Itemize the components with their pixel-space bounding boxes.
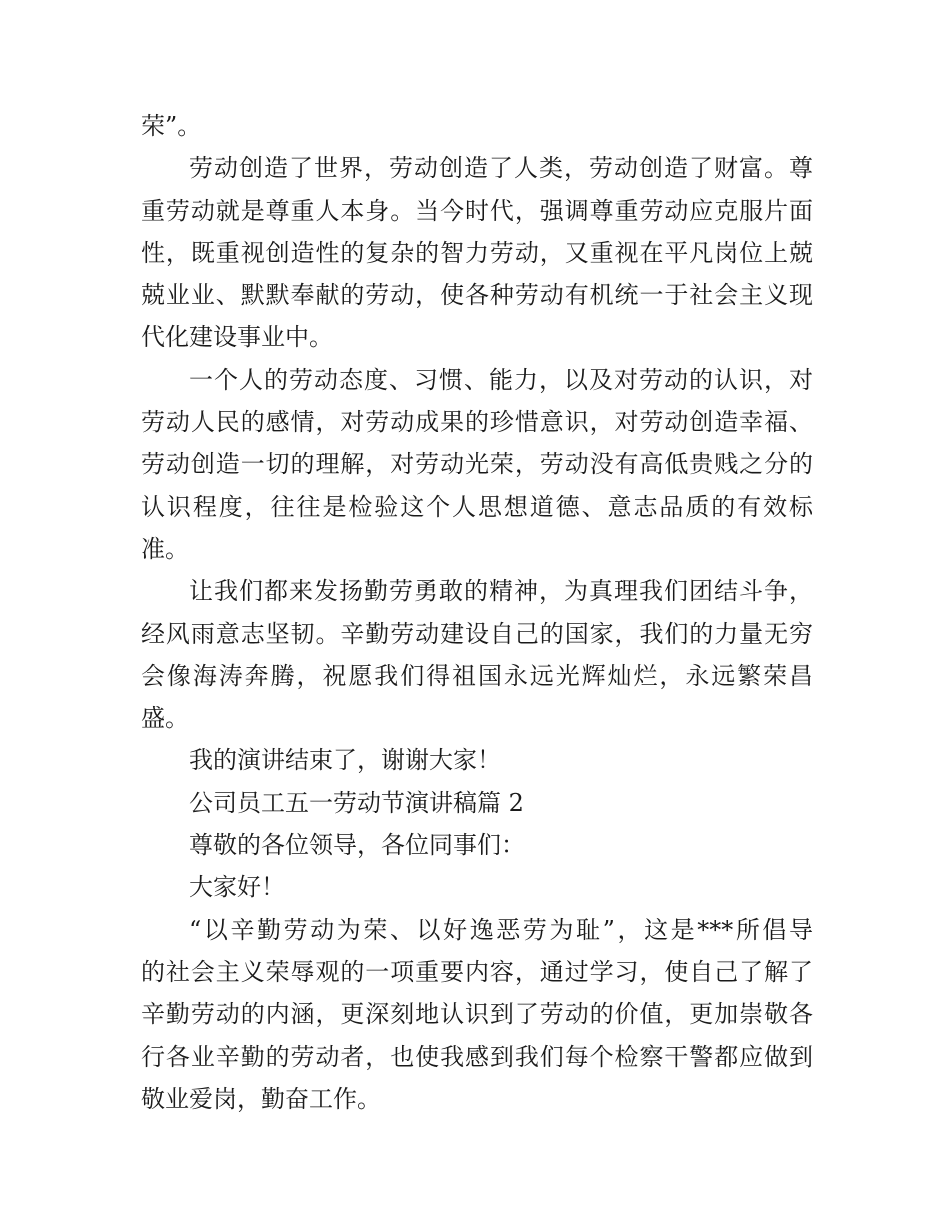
text-line: 兢业业、默默奉献的劳动，使各种劳动有机统一于社会主义现 — [141, 281, 813, 310]
text-line: “以辛勤劳动为荣、以好逸恶劳为耻”，这是***所倡导 — [189, 915, 813, 944]
text-line: 劳动创造一切的理解，对劳动光荣，劳动没有高低贵贱之分的 — [141, 450, 813, 479]
text-line: 敬业爱岗，勤奋工作。 — [141, 1084, 381, 1113]
text-line: 的社会主义荣辱观的一项重要内容，通过学习，使自己了解了 — [141, 957, 813, 986]
text-line: 经风雨意志坚韧。辛勤劳动建设自己的国家，我们的力量无穷 — [141, 619, 813, 648]
text-line: 辛勤劳动的内涵，更深刻地认识到了劳动的价值，更加崇敬各 — [141, 1000, 813, 1029]
text-line: 性，既重视创造性的复杂的智力劳动，又重视在平凡岗位上兢 — [141, 238, 813, 267]
text-line: 一个人的劳动态度、习惯、能力，以及对劳动的认识，对 — [189, 365, 813, 394]
text-line: 荣”。 — [141, 112, 202, 140]
text-line: 认识程度，往往是检验这个人思想道德、意志品质的有效标 — [141, 492, 813, 521]
greeting: 大家好！ — [189, 873, 285, 902]
section-heading: 公司员工五一劳动节演讲稿篇 2 — [189, 788, 524, 817]
text-line: 劳动创造了世界，劳动创造了人类，劳动创造了财富。尊 — [189, 154, 813, 183]
text-line: 重劳动就是尊重人本身。当今时代，强调尊重劳动应克服片面 — [141, 196, 813, 225]
text-line: 准。 — [141, 534, 189, 563]
text-line: 行各业辛勤的劳动者，也使我感到我们每个检察干警都应做到 — [141, 1042, 813, 1071]
text-line: 会像海涛奔腾，祝愿我们得祖国永远光辉灿烂，永远繁荣昌 — [141, 661, 813, 690]
text-line: 我的演讲结束了，谢谢大家！ — [189, 746, 501, 775]
text-line: 让我们都来发扬勤劳勇敢的精神，为真理我们团结斗争， — [189, 577, 813, 606]
text-line: 盛。 — [141, 704, 189, 733]
text-line: 代化建设事业中。 — [141, 323, 333, 352]
text-line: 劳动人民的感情，对劳动成果的珍惜意识，对劳动创造幸福、 — [141, 408, 813, 437]
salutation: 尊敬的各位领导，各位同事们： — [189, 831, 525, 860]
document-body — [141, 105, 813, 1120]
